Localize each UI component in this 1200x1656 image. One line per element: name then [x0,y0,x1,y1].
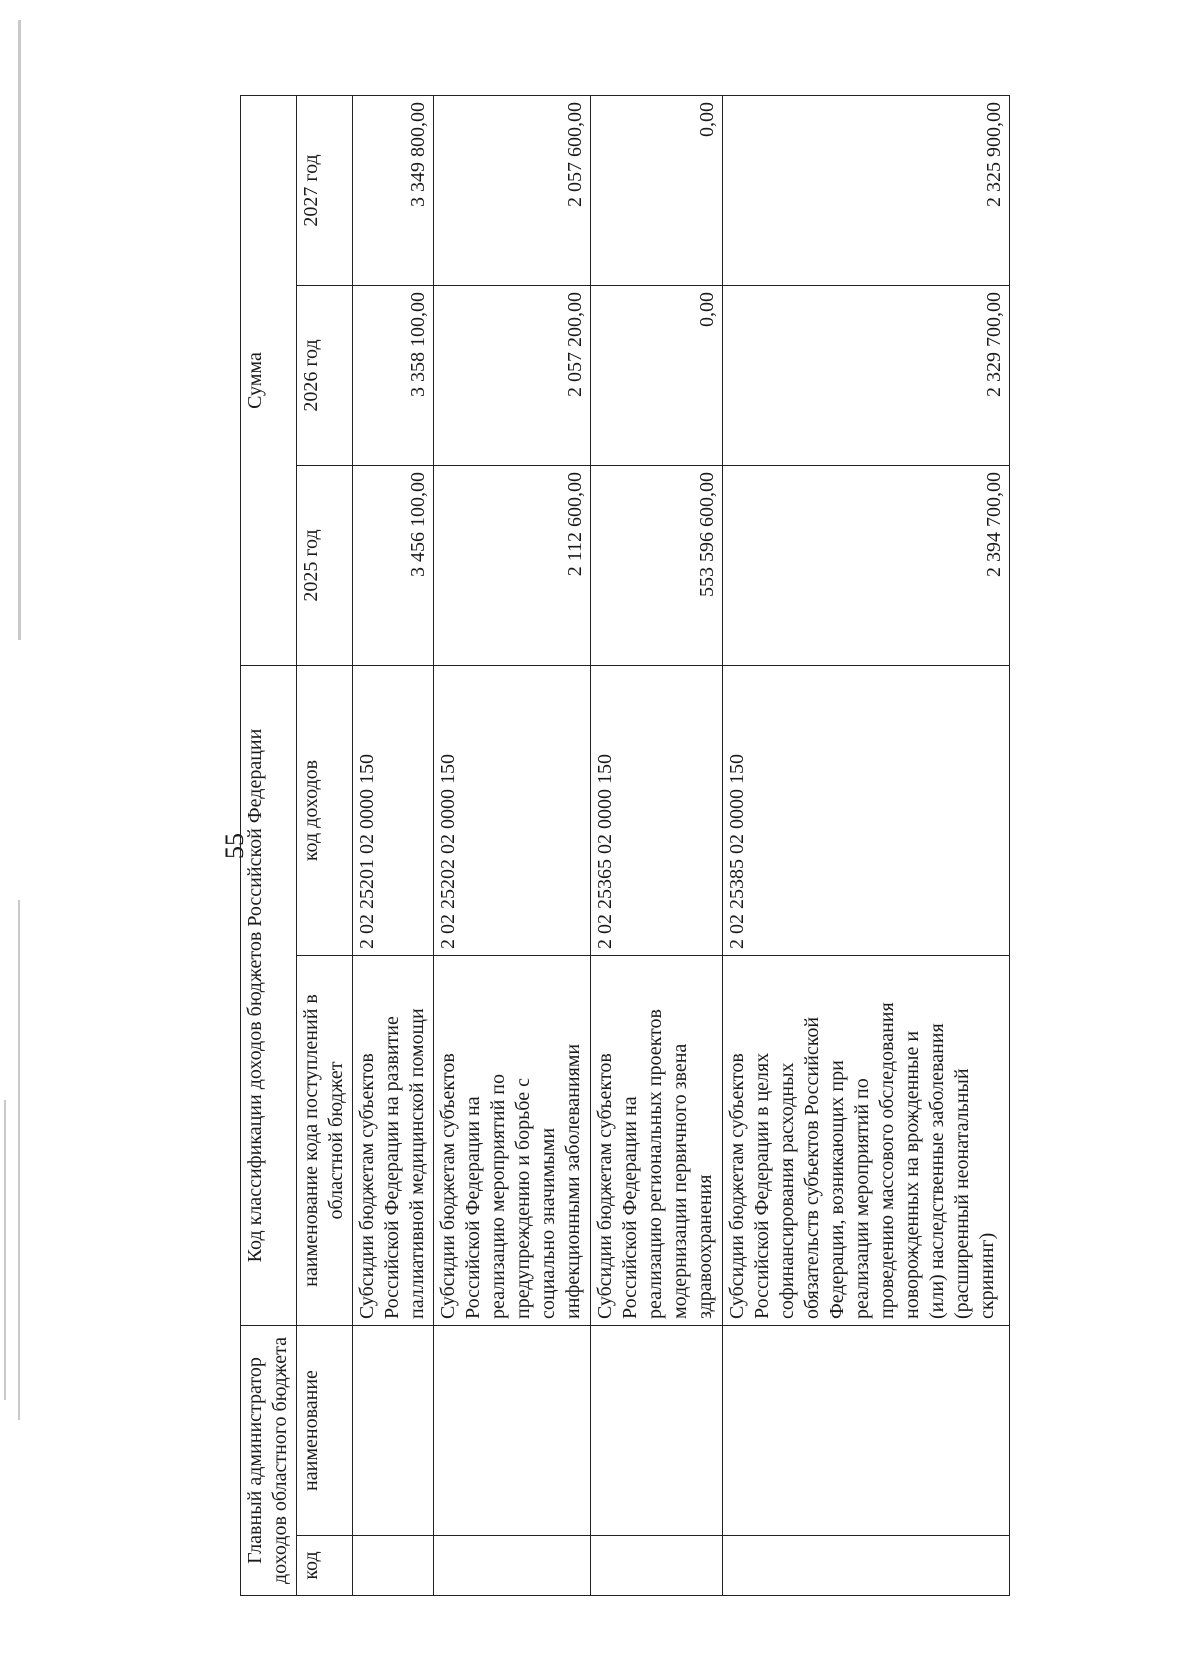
header-row-1 [241,95,297,1595]
header-row-2 [296,95,352,1595]
admin-code-cell [433,1536,590,1596]
income-name-line: Российской Федерации на [619,1096,642,1319]
amount-2027-cell: 2 325 900,00 [723,95,1010,285]
amount-2027-cell: 0,00 [591,95,723,285]
amount-2025-cell: 2 112 600,00 [433,466,590,666]
income-code-cell: 2 02 25385 02 0000 150 [723,666,1010,956]
income-name-cell [591,956,723,1326]
amount-2025-cell: 553 596 600,00 [591,466,723,666]
income-name-line: модернизации первичного звена [669,1043,692,1319]
col-header-2026: 2026 год [296,286,352,466]
admin-code-cell [723,1536,1010,1596]
income-name-cell [723,956,1010,1326]
income-name-line: инфекционными заболеваниями [561,1043,584,1319]
amount-2026-cell: 3 358 100,00 [352,286,433,466]
table-row [723,95,1010,1595]
page-number: 55 [220,833,249,859]
income-code-cell: 2 02 25365 02 0000 150 [591,666,723,956]
table-row [591,95,723,1595]
amount-2026-cell: 2 329 700,00 [723,286,1010,466]
income-name-cell [352,956,433,1326]
income-name-line: Российской Федерации в целях [751,1052,774,1319]
classification-group-header: Код классификации доходов бюджетов Российской Федерации [241,666,297,1326]
income-name-line: проведению массового обследования [876,1002,899,1319]
scan-edge-line [18,900,20,1420]
scan-edge-line [18,20,21,640]
income-code-cell: 2 02 25201 02 0000 150 [352,666,433,956]
income-name-line: здравоохранения [694,1174,717,1319]
income-name-line: реализацию региональных проектов [644,1009,667,1319]
income-name-line: реализацию мероприятий по [486,1074,509,1319]
admin-name-cell [433,1326,590,1536]
income-name-line: Субсидии бюджетам субъектов [355,1053,378,1319]
budget-table [240,95,1010,1596]
income-name-line: паллиативной медицинской помощи [405,1008,428,1319]
col-header-2027: 2027 год [296,95,352,285]
income-name-line: предупреждению и борьбе с [511,1078,534,1319]
income-name-line: (расширенный неонатальный [951,1068,974,1319]
col-header-name: наименование [296,1326,352,1536]
admin-name-cell [352,1326,433,1536]
admin-group-header: Главный администратор доходов областного бюджета [241,1326,297,1596]
amount-2026-cell: 2 057 200,00 [433,286,590,466]
admin-code-cell [591,1536,723,1596]
income-name-cell [433,956,590,1326]
income-name-line: Федерации, возникающих при [826,1060,849,1319]
admin-name-cell [591,1326,723,1536]
income-name-line: социально значимыми [536,1127,559,1319]
table-row [352,95,433,1595]
income-name-line: новорожденных на врожденные и [901,1030,924,1319]
income-name-line: Российской Федерации на развитие [380,1016,403,1319]
admin-code-cell [352,1536,433,1596]
col-header-income-code: код доходов [296,666,352,956]
income-name-line: (или) наследственные заболевания [926,1023,949,1319]
amount-2026-cell: 0,00 [591,286,723,466]
col-header-code: код [296,1536,352,1596]
amount-2025-cell: 3 456 100,00 [352,466,433,666]
income-name-line: реализации мероприятий по [851,1078,874,1319]
sum-group-header: Сумма [241,95,297,665]
income-name-line: софинансирования расходных [776,1062,799,1319]
rotated-page [220,96,1010,1596]
table-row [433,95,590,1595]
amount-2027-cell: 2 057 600,00 [433,95,590,285]
income-name-line: обязательств субъектов Российской [801,1016,824,1319]
col-header-2025: 2025 год [296,466,352,666]
amount-2027-cell: 3 349 800,00 [352,95,433,285]
income-name-line: Субсидии бюджетам субъектов [726,1053,749,1319]
income-name-line: Субсидии бюджетам субъектов [594,1053,617,1319]
income-name-line: Субсидии бюджетам субъектов [436,1053,459,1319]
amount-2025-cell: 2 394 700,00 [723,466,1010,666]
income-name-line: скрининг) [976,1232,999,1319]
income-name-line: Российской Федерации на [461,1096,484,1319]
scan-edge-line [4,1100,6,1400]
col-header-income-name: наименование кода поступлений в областной бюджет [296,956,352,1326]
admin-name-cell [723,1326,1010,1536]
income-code-cell: 2 02 25202 02 0000 150 [433,666,590,956]
